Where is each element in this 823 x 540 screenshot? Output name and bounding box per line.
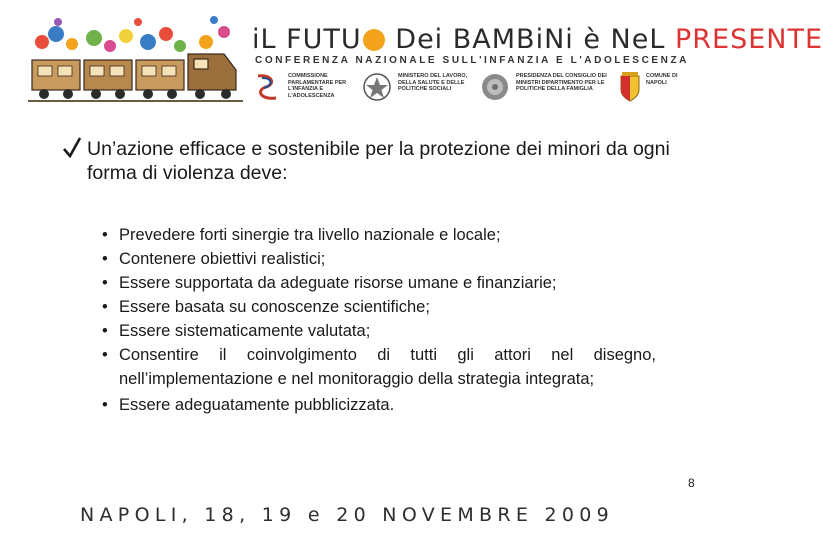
event-title: iL FUTU Dei BAMBiNi è NeL PRESENTE	[252, 24, 823, 55]
list-item: • Consentire il coinvolgimento di tutti gli attori nel disegno, nell’implementazione e nel monitoraggio della strategia integrata;	[102, 346, 656, 388]
list-item: • Essere supportata da adeguate risorse umane e finanziarie;	[102, 274, 557, 292]
checkmark-icon	[62, 137, 82, 161]
commissione-emblem-icon	[252, 72, 282, 102]
train-illustration	[28, 14, 243, 106]
list-item: • Contenere obiettivi realistici;	[102, 250, 326, 268]
partner-ministero: MINISTERO DEL LAVORO, DELLA SALUTE E DELLE POLITICHE SOCIALI	[362, 68, 482, 104]
list-item: • Essere sistematicamente valutata;	[102, 322, 371, 340]
bullet-list	[100, 223, 656, 417]
orange-dot-icon	[363, 29, 385, 51]
republic-emblem-icon	[362, 72, 392, 102]
partner-comune: COMUNE DI NAPOLI	[620, 68, 692, 104]
lead-paragraph	[62, 137, 682, 185]
list-item: • Prevedere forti sinergie tra livello nazionale e locale;	[102, 226, 501, 244]
napoli-coat-of-arms-icon	[620, 72, 640, 102]
presidenza-seal-icon	[480, 72, 510, 102]
partner-logos	[252, 68, 692, 104]
list-item: • Essere adeguatamente pubblicizzata.	[102, 396, 395, 414]
footer-date-location: NAPOLI, 18, 19 e 20 NOVEMBRE 2009	[80, 504, 615, 526]
partner-presidenza: PRESIDENZA DEL CONSIGLIO DEI MINISTRI DIPARTIMENTO PER LE POLITICHE DELLA FAMIGLIA	[480, 68, 620, 104]
partner-commissione: COMMISSIONE PARLAMENTARE PER L'INFANZIA E L'ADOLESCENZA	[252, 68, 360, 104]
lead-text: Un’azione efficace e sostenibile per la protezione dei minori da ogni forma di violenza deve:	[87, 138, 670, 184]
list-item: • Essere basata su conoscenze scientifiche;	[102, 298, 430, 316]
page-number: 8	[688, 476, 695, 490]
event-subtitle: CONFERENZA NAZIONALE SULL'INFANZIA E L'ADOLESCENZA	[255, 55, 690, 66]
header	[0, 0, 823, 112]
